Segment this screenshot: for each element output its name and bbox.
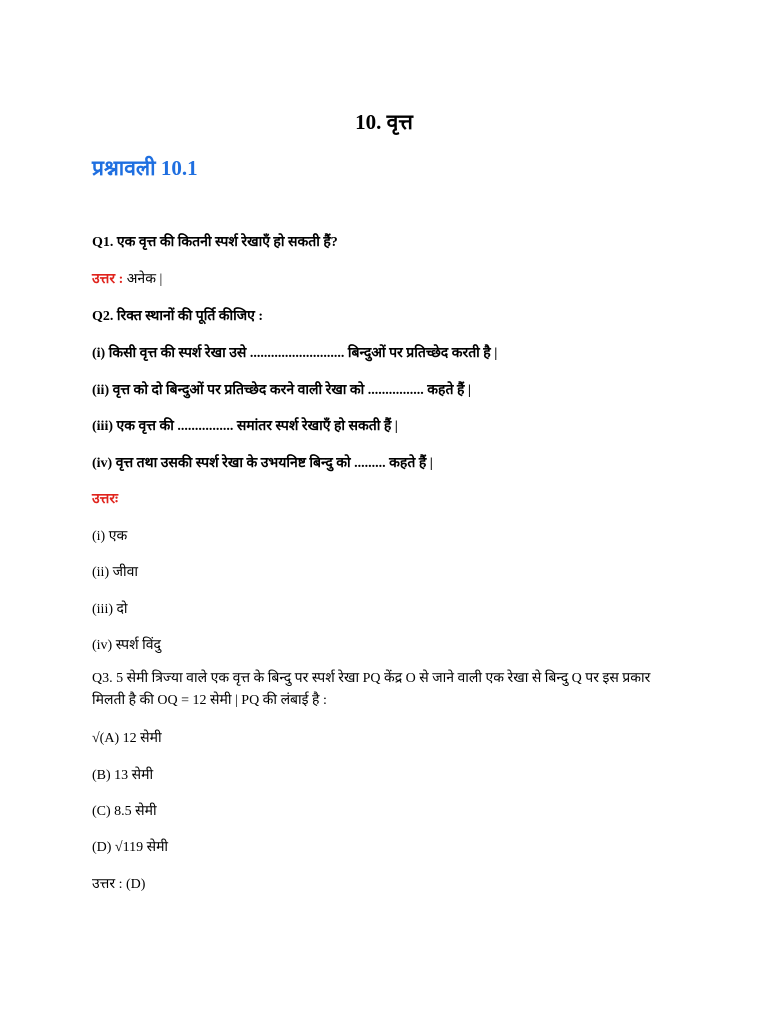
q2-answer-iv: (iv) स्पर्श विंदु — [92, 638, 161, 653]
q1-answer — [92, 269, 162, 288]
q3-option-b: (B) 13 सेमी — [92, 768, 154, 783]
q1-answer-label: उत्तर : — [92, 272, 124, 287]
q2-part-i: (i) किसी वृत्त की स्पर्श रेखा उसे ........................... बिन्दुओं पर प्रतिच्छेद करती है | — [92, 346, 498, 361]
q3-answer: उत्तर : (D) — [92, 877, 146, 892]
q1-question: Q1. एक वृत्त की कितनी स्पर्श रेखाएँ हो सकती हैं? — [92, 235, 338, 250]
q2-question: Q2. रिक्त स्थानों की पूर्ति कीजिए : — [92, 309, 264, 324]
q2-answer-iii: (iii) दो — [92, 602, 128, 617]
q2-answer-ii: (ii) जीवा — [92, 565, 139, 580]
q3-option-a: √(A) 12 सेमी — [92, 731, 162, 746]
exercise-heading: प्रश्नावली 10.1 — [92, 156, 198, 180]
q2-part-ii: (ii) वृत्त को दो बिन्दुओं पर प्रतिच्छेद करने वाली रेखा को ................ कहते हैं | — [92, 383, 471, 398]
q2-part-iv: (iv) वृत्त तथा उसकी स्पर्श रेखा के उभयनिष्ट बिन्दु को ......... कहते हैं | — [92, 456, 433, 471]
q2-part-iii: (iii) एक वृत्त की ................ समांतर स्पर्श रेखाएँ हो सकती हैं | — [92, 419, 398, 434]
q3-question: Q3. 5 सेमी त्रिज्या वाले एक वृत्त के बिन्दु पर स्पर्श रेखा PQ केंद्र O से जाने वाली एक रेखा से बिन्दु Q पर इस प्रकार मिलती है की OQ = 12 सेमी | PQ की लंबाई है : — [92, 671, 651, 708]
q2-answer-label: उत्तरः — [92, 492, 118, 507]
q3-option-c: (C) 8.5 सेमी — [92, 804, 157, 819]
q1-answer-text: अनेक | — [123, 272, 163, 287]
chapter-title: 10. वृत्त — [355, 110, 413, 134]
q2-answer-i: (i) एक — [92, 529, 128, 544]
q3-option-d: (D) √119 सेमी — [92, 840, 169, 855]
